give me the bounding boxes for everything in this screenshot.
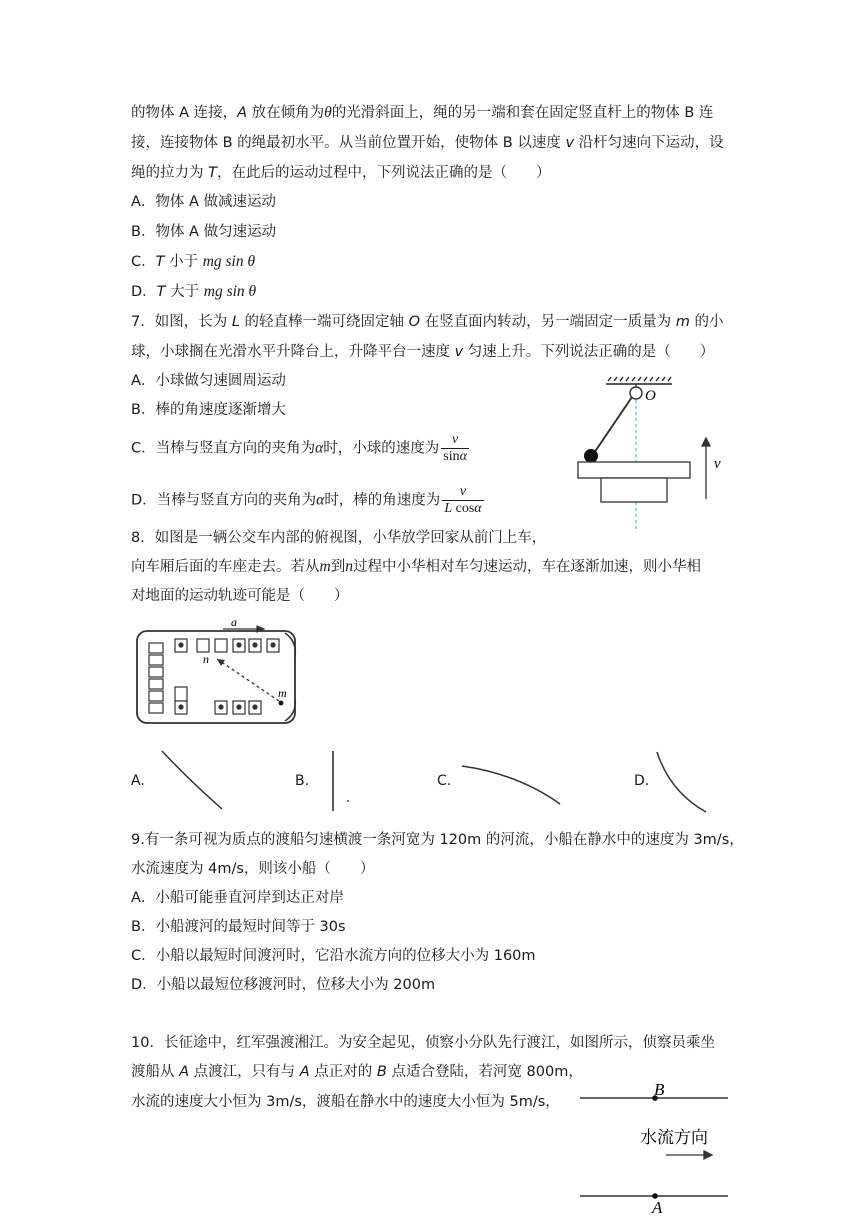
q9-stem-line-1: 9.有一条可视为质点的渡船匀速横渡一条河宽为 120m 的河流，小船在静水中的速度为 3m/s， [131, 832, 744, 848]
small-ball [584, 449, 598, 463]
q6-stem-line-2: 接，连接物体 B 的绳最初水平。从当前位置开始，使物体 B 以速度 v 沿杆匀速向下运动，设 [131, 135, 724, 151]
light-rod [592, 397, 632, 456]
acceleration-label: a [231, 615, 237, 629]
q7-figure [570, 372, 730, 532]
q10-river-figure [578, 1075, 738, 1215]
point-a-label: A [652, 1198, 663, 1216]
q8-stem-line-2: 向车厢后面的车座走去。若从m到n过程中小华相对车匀速运动，车在逐渐加速，则小华相 [131, 558, 701, 575]
velocity-arrow [702, 438, 710, 499]
q6-option-c: C．T 小于 mg sin θ [131, 253, 256, 270]
point-n-label: n [203, 652, 209, 666]
q7-option-d-fraction: $\frac{v}{\text{L cosα}}$ [444, 484, 482, 516]
point-m-label: m [278, 686, 287, 700]
lift-base [601, 478, 667, 502]
q6-option-a: A．物体 A 做减速运动 [131, 194, 277, 210]
q8-option-b-label: B. [295, 773, 310, 789]
velocity-label: v [714, 456, 721, 472]
q6-stem-line-1: 的物体 A 连接，A 放在倾角为θ的光滑斜面上，绳的另一端和套在固定竖直杆上的物体 B 连 [131, 104, 714, 121]
pivot-o [630, 387, 642, 399]
q9-option-b: B．小船渡河的最短时间等于 30s [131, 919, 346, 935]
q9-option-a: A．小船可能垂直河岸到达正对岸 [131, 890, 344, 906]
q10-stem-line-2: 渡船从 A 点渡江，只有与 A 点正对的 B 点适合登陆，若河宽 800m， [131, 1064, 583, 1080]
q9-option-c: C．小船以最短时间渡河时，它沿水流方向的位移大小为 160m [131, 948, 536, 964]
q7-stem-line-1: 7．如图，长为 L 的轻直棒一端可绕固定轴 O 在竖直面内转动，另一端固定一质量为 m 的小 [131, 314, 724, 330]
q7-option-c-fraction: $\frac{v}{\sin\alpha}$ [443, 432, 467, 464]
q7-option-a: A．小球做匀速圆周运动 [131, 373, 286, 389]
q6-option-b: B．物体 A 做匀速运动 [131, 224, 277, 240]
q8-option-d-trajectory [652, 748, 712, 818]
q7-stem-line-2: 球，小球搁在光滑水平升降台上，升降平台一速度 v 匀速上升。下列说法正确的是（ ） [131, 344, 715, 360]
point-b-label: B [654, 1080, 665, 1099]
lift-platform [578, 462, 690, 478]
q9-stem-line-2: 水流速度为 4m/s，则该小船（ ） [131, 861, 375, 877]
q6-stem-line-3: 绳的拉力为 T，在此后的运动过程中，下列说法正确的是（ ） [131, 165, 551, 181]
pivot-label: O [645, 388, 656, 404]
q8-stem-line-3: 对地面的运动轨迹可能是（ ） [131, 588, 349, 604]
q8-option-d-label: D. [634, 773, 650, 789]
flow-direction-label: 水流方向 [640, 1128, 708, 1147]
q8-option-c-trajectory [458, 760, 568, 810]
q9-option-d: D．小船以最短位移渡河时，位移大小为 200m [131, 977, 436, 993]
q8-stem-line-1: 8．如图是一辆公交车内部的俯视图，小华放学回家从前门上车， [131, 530, 547, 546]
q8-option-a-trajectory [150, 745, 230, 815]
point-m [279, 701, 284, 706]
q7-option-c: C．当棒与竖直方向的夹角为α时，小球的速度为 $\frac{v}{\sin\alpha}$ [131, 432, 467, 464]
q10-stem-line-3: 水流的速度大小恒为 3m/s，渡船在静水中的速度大小恒为 5m/s， [131, 1094, 560, 1110]
q8-option-b-trajectory [325, 745, 365, 815]
q7-option-d: D．当棒与竖直方向的夹角为α时，棒的角速度为 $\frac{v}{\text{L cosα}}$ [131, 484, 482, 516]
flow-arrow [666, 1151, 712, 1159]
q8-bus-figure [135, 617, 300, 727]
q6-option-d: D．T 大于 mg sin θ [131, 283, 257, 300]
q7-option-b: B．棒的角速度逐渐增大 [131, 402, 286, 418]
q8-option-a-label: A. [131, 773, 145, 789]
q10-stem-line-1: 10．长征途中，红军强渡湘江。为安全起见，侦察小分队先行渡江，如图所示，侦察员乘坐 [131, 1035, 715, 1051]
q8-option-c-label: C. [437, 773, 452, 789]
ceiling-hatch [606, 377, 672, 384]
